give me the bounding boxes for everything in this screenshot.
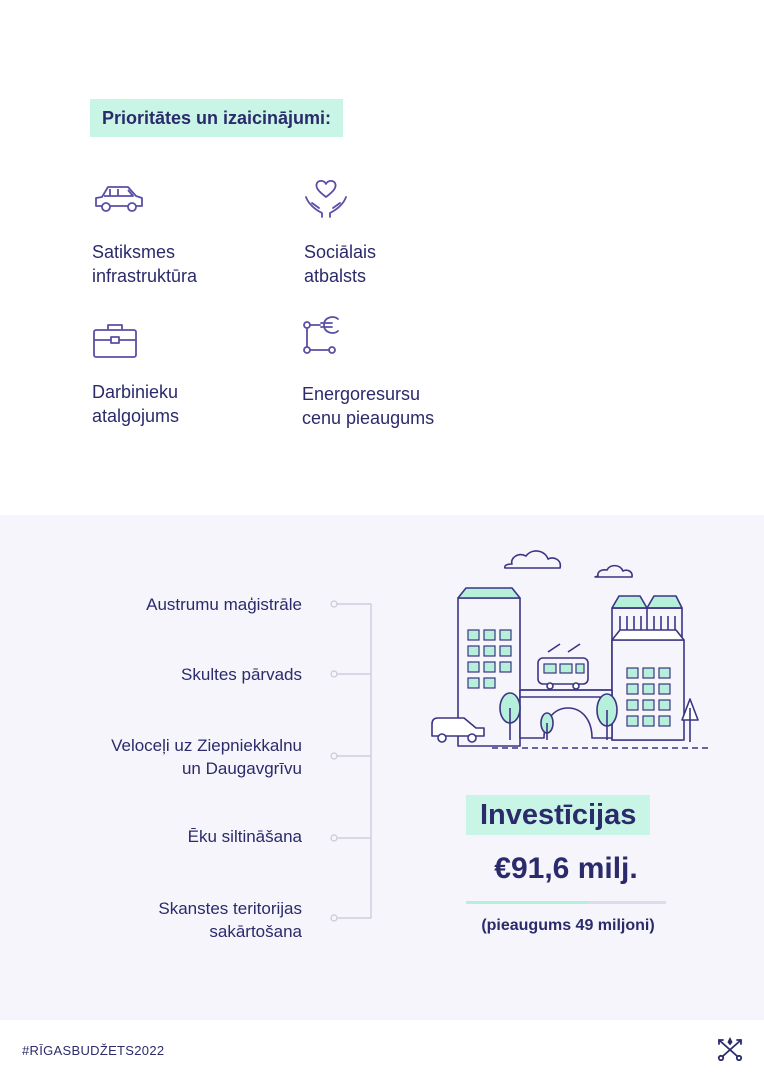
priority-label-line2: infrastruktūra [92, 266, 198, 286]
briefcase-icon [92, 322, 138, 360]
priority-label-line2: atalgojums [92, 406, 180, 426]
project-item [146, 593, 302, 616]
project-label-line1: Veloceļi uz Ziepniekkalnu [111, 736, 302, 755]
cloud-icon [595, 566, 632, 577]
priority-item-energy [302, 312, 502, 432]
cloud-icon [505, 551, 561, 568]
investments-progress-fill [466, 901, 588, 904]
priority-label-line2: atbalsts [304, 266, 367, 286]
investments-growth: (pieaugums 49 miljoni) [481, 917, 655, 934]
project-label-line1: Ēku siltināšana [187, 827, 302, 846]
priority-item-traffic [92, 182, 292, 292]
riga-keys-icon [715, 1037, 745, 1061]
investments-amount: €91,6 milj. [494, 852, 638, 885]
project-label-line1: Skultes pārvads [181, 665, 302, 684]
project-label-line1: Austrumu maģistrāle [146, 595, 302, 614]
priority-item-social [304, 175, 504, 292]
priority-label-line1: Darbinieku [92, 382, 179, 402]
project-item [181, 663, 302, 686]
heart-hands-icon [304, 175, 348, 219]
project-item [188, 825, 302, 848]
city-illustration [420, 540, 720, 760]
priority-item-salaries [92, 322, 292, 432]
project-item [158, 897, 302, 943]
euro-network-icon [302, 312, 346, 358]
car-icon [92, 182, 146, 218]
footer-hashtag: #RĪGASBUDŽETS2022 [22, 1043, 165, 1058]
project-item [111, 734, 302, 780]
priority-label-line1: Energoresursu [302, 384, 421, 404]
project-label-line2: un Daugavgrīvu [181, 759, 302, 778]
project-label-line1: Skanstes teritorijas [158, 899, 302, 918]
project-label-line2: sakārtošana [209, 922, 302, 941]
priority-label-line2: cenu pieaugums [302, 408, 435, 428]
investments-title: Investīcijas [466, 795, 650, 835]
investments-progress [466, 901, 666, 904]
priority-label-line1: Satiksmes [92, 242, 176, 262]
priorities-heading: Prioritātes un izaicinājumi: [90, 99, 343, 137]
priority-label-line1: Sociālais [304, 242, 377, 262]
